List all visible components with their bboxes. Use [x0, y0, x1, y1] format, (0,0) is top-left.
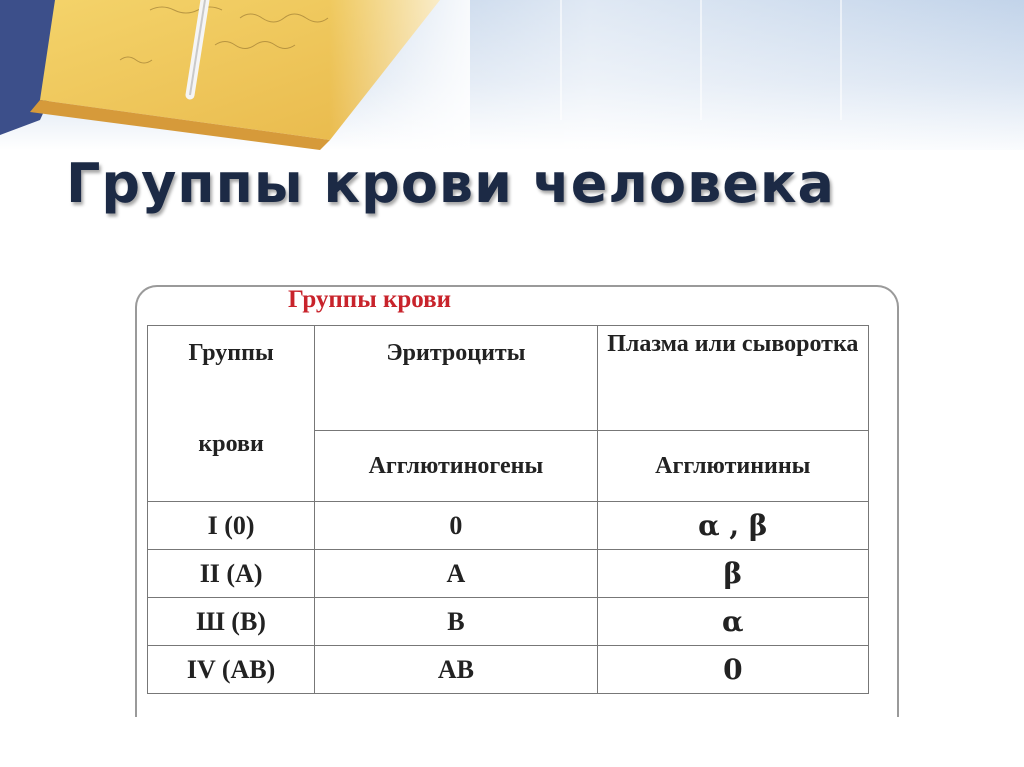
cell-group: Ш (B) — [148, 598, 315, 646]
cell-agglutinin: β — [723, 557, 743, 590]
cell-agglutinogen: AB — [315, 646, 597, 694]
header-erythrocytes: Эритроциты — [315, 326, 597, 431]
header-stripe — [560, 0, 562, 120]
cell-agglutinogen: B — [315, 598, 597, 646]
cell-agglutinin-wrap — [597, 598, 868, 646]
blood-groups-table — [147, 325, 869, 694]
cell-agglutinin: α — [722, 605, 744, 638]
cell-agglutinin-wrap — [597, 502, 868, 550]
cell-group: I (0) — [148, 502, 315, 550]
table-row — [148, 502, 869, 550]
header-plasma: Плазма или сыворотка — [607, 331, 859, 357]
notebook-illustration — [0, 0, 470, 150]
header-groups-cell — [148, 326, 315, 502]
cell-agglutinin: α , β — [698, 509, 768, 542]
cell-group: IV (AB) — [148, 646, 315, 694]
table-caption: Группы крови — [288, 286, 452, 313]
cell-agglutinin-wrap — [597, 646, 868, 694]
table-row — [148, 646, 869, 694]
cell-agglutinin-wrap — [597, 550, 868, 598]
cell-agglutinogen: 0 — [315, 502, 597, 550]
header-agglutinogens: Агглютиногены — [315, 431, 597, 502]
cell-agglutinin: 0 — [723, 653, 743, 686]
art-fade — [0, 0, 470, 150]
header-banner — [0, 0, 1024, 150]
table-row — [148, 550, 869, 598]
header-row — [148, 326, 869, 431]
cell-group: II (A) — [148, 550, 315, 598]
header-groups-top: Группы — [188, 340, 274, 366]
header-agglutinins: Агглютинины — [597, 431, 868, 502]
header-plasma-cell — [597, 326, 868, 431]
table-row — [148, 598, 869, 646]
page-title: Группы крови человека — [66, 152, 835, 215]
header-groups-bottom: крови — [198, 431, 264, 457]
cell-agglutinogen: A — [315, 550, 597, 598]
header-stripe — [840, 0, 842, 120]
header-stripe — [700, 0, 702, 120]
